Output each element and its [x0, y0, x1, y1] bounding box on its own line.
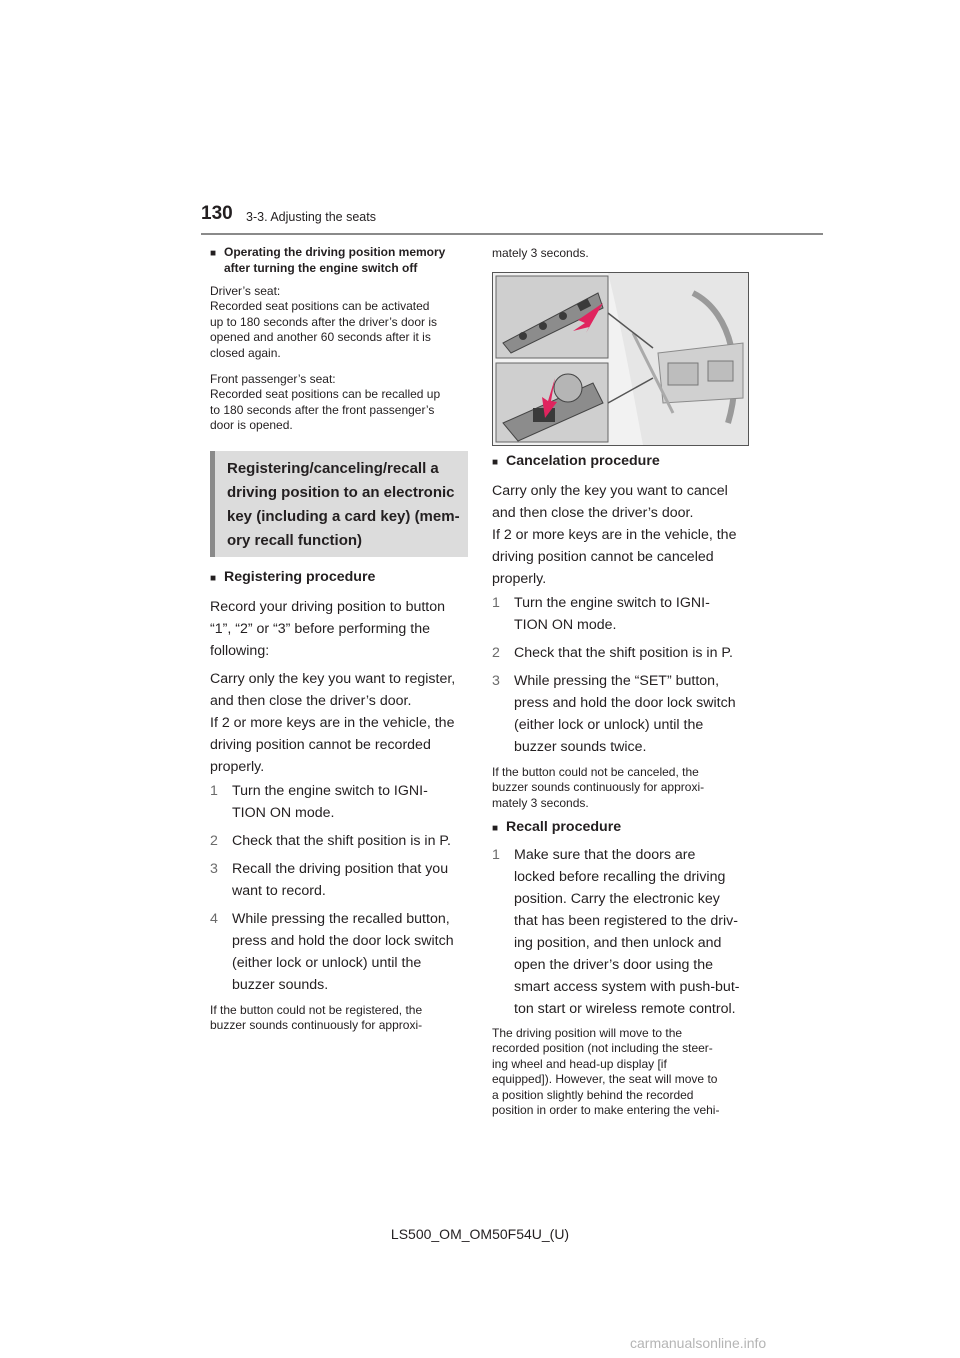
cancel-step-3: 3 While pressing the “SET” button, press and hold the door lock switch (either lock or unlock) until the buzzer sounds twice.: [492, 673, 736, 755]
square-bullet-icon: ■: [210, 248, 217, 259]
recall-note: The driving position will move to the recorded position (not including the steer- ing wheel and head-up display [if equipped]). However, the seat will move to a position slightly behind the recorded position in order to make entering the vehi-: [492, 1026, 720, 1118]
square-bullet-icon: ■: [492, 457, 499, 468]
registering-heading: ■ Registering procedure: [210, 566, 472, 590]
cancel-step-1: 1 Turn the engine switch to IGNI- TION ON mode.: [492, 595, 710, 633]
recall-section: [492, 816, 754, 1020]
operating-memory-heading: ■ Operating the driving position memory after turning the engine switch off: [210, 245, 446, 276]
recall-heading: ■ Recall procedure: [492, 816, 754, 840]
register-note: If the button could not be registered, the buzzer sounds continuously for approxi-: [210, 1003, 423, 1033]
driver-seat-label: Driver’s seat:: [210, 284, 281, 298]
square-bullet-icon: ■: [492, 823, 499, 834]
register-step-1: 1 Turn the engine switch to IGNI- TION ON mode.: [210, 783, 428, 821]
registering-section: ■ Registering procedure Record your driving position to button “1”, “2” or “3” before performing the following: Carry only the key you want to register, and then close the driver’s door. If 2 or more keys are in the vehicle, the driving position cannot be recorded properly. 1 Turn the engine switch to IGNI- TION ON mode. 2 Check that the shift position is in P. 3 Recall the driving position that you want to record. 4 While pressing the recalled button, press and hold the door lock switch (either lock or unlock) until the buzzer sounds.: [210, 566, 472, 996]
header-divider: [201, 233, 823, 235]
recall-step-1: 1 Make sure that the doors are locked before recalling the driving position. Carry the electronic key that has been registered to the driv- ing position, and then unlock and open the driver’s door using the smart access system with push-but- ton start or wireless remote control.: [492, 847, 740, 1017]
square-bullet-icon: ■: [210, 573, 217, 584]
memory-recall-heading-box: Registering/canceling/recall a driving position to an electronic key (including a card key) (mem- ory recall function): [210, 451, 468, 557]
page-number: 130: [201, 203, 233, 224]
watermark: carmanualsonline.info: [630, 1335, 767, 1351]
passenger-seat-label: Front passenger’s seat:: [210, 372, 336, 386]
register-step-2: 2 Check that the shift position is in P.: [210, 833, 451, 849]
memory-switch-diagram: [493, 273, 748, 445]
continued-text: mately 3 seconds.: [492, 246, 589, 260]
document-footer: LS500_OM_OM50F54U_(U): [390, 1226, 570, 1242]
door-switch-illustration: [492, 272, 749, 446]
section-title: 3-3. Adjusting the seats: [246, 210, 376, 224]
cancelation-section: ■ Cancelation procedure Carry only the key you want to cancel and then close the driver’s door. If 2 or more keys are in the vehicle, the driving position cannot be canceled properly. 1 Turn the engine switch to IGNI- TION ON mode. 2 Check that the shift position is in P. 3 While pressing the “SET” button, press and hold the door lock switch (either lock or unlock) until the buzzer sounds twice.: [492, 450, 754, 758]
passenger-seat-paragraph: Front passenger’s seat: Recorded seat positions can be recalled up to 180 seconds after the front passenger’s door is opened.: [210, 372, 472, 434]
cancel-note: If the button could not be canceled, the buzzer sounds continuously for approxi- mately 3 seconds.: [492, 765, 705, 810]
driver-seat-paragraph: Driver’s seat: Recorded seat positions can be activated up to 180 seconds after the driver’s door is opened and another 60 seconds after it is closed again.: [210, 284, 472, 361]
cancelation-heading: ■ Cancelation procedure: [492, 450, 754, 474]
register-step-4: 4 While pressing the recalled button, press and hold the door lock switch (either lock or unlock) until the buzzer sounds.: [210, 911, 454, 993]
register-step-3: 3 Recall the driving position that you want to record.: [210, 861, 449, 899]
cancel-step-2: 2 Check that the shift position is in P.: [492, 645, 733, 661]
